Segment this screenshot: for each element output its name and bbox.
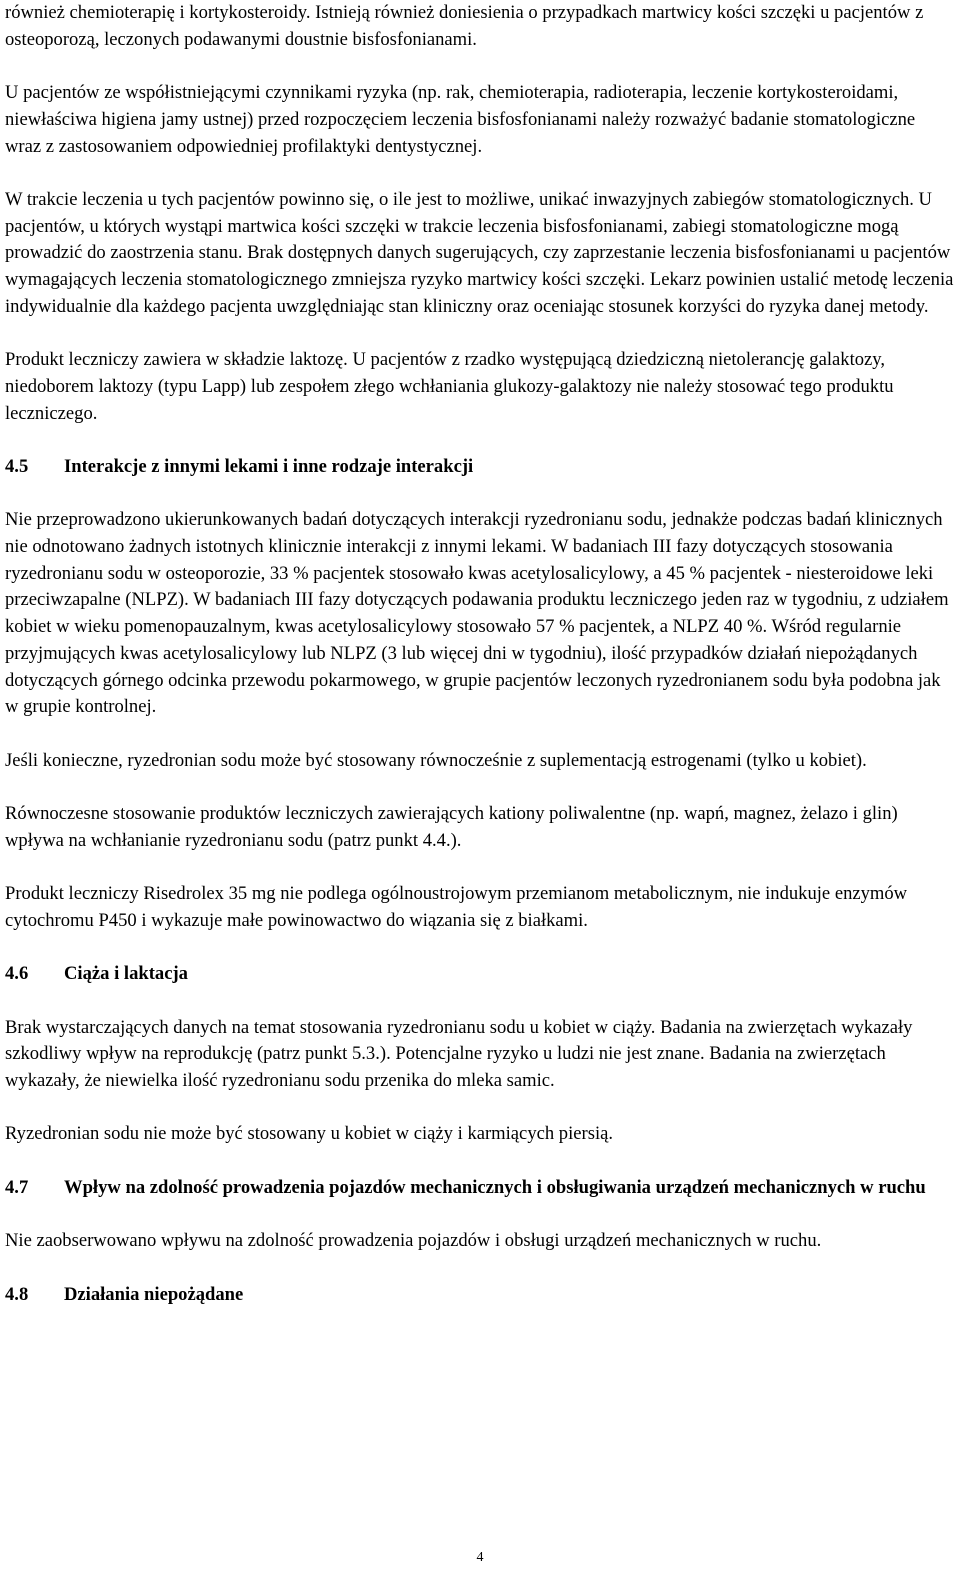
paragraph-osteonecrosis-reports: również chemioterapię i kortykosteroidy. Istnieją również doniesienia o przypadkach martwicy kości szczęki u pacjentów z osteoporozą, leczonych podawanymi doustnie bisfosfonianami. — [5, 2, 924, 50]
paragraph-pregnancy-data: Brak wystarczających danych na temat stosowania ryzedronianu sodu u kobiet w ciąży. Badania na zwierzętach wykazały szkodliwy wpływ na reprodukcję (patrz punkt 5.3.). Potencjalne ryzyko u ludzi nie jest znane. Badania na zwierzętach wykazały, że niewielka ilość ryzedronianu sodu przenika do mleka samic. — [5, 1016, 913, 1091]
section-number: 4.8 — [5, 1283, 29, 1305]
paragraph-pregnancy-contraindication: Ryzedronian sodu nie może być stosowany u kobiet w ciąży i karmiących piersią. — [5, 1123, 614, 1145]
paragraph-dental-procedures: W trakcie leczenia u tych pacjentów powinno się, o ile jest to możliwe, unikać inwazyjnych zabiegów stomatologicznych. U pacjentów, u których wystąpi martwica kości szczęki w trakcie leczenia bisfosfonianami, zabiegi stomatologiczne mogą prowadzić do zaostrzenia stanu. Brak dostępnych danych sugerujących, czy zaprzestanie leczenia bisfosfonianami u pacjentów wymagających leczenia stomatologicznego zmniejsza ryzyko martwicy kości szczęki. Lekarz powinien ustalić metodę leczenia indywidualnie dla każdego pacjenta uwzględniając stan kliniczny oraz oceniając stosunek korzyści do ryzyka danej metody. — [5, 188, 954, 317]
paragraph-driving: Nie zaobserwowano wpływu na zdolność prowadzenia pojazdów i obsługi urządzeń mechanicznych w ruchu. — [5, 1230, 822, 1252]
section-title: Wpływ na zdolność prowadzenia pojazdów mechanicznych i obsługiwania urządzeń mechanicznych w ruchu — [64, 1176, 926, 1198]
section-title: Działania niepożądane — [64, 1283, 244, 1305]
document-page — [5, 0, 955, 1308]
paragraph-estrogen: Jeśli konieczne, ryzedronian sodu może być stosowany równocześnie z suplementacją estrogenami (tylko u kobiet). — [5, 749, 867, 771]
section-number: 4.5 — [5, 455, 29, 477]
section-title: Interakcje z innymi lekami i inne rodzaje interakcji — [64, 455, 474, 477]
paragraph-lactose: Produkt leczniczy zawiera w składzie laktozę. U pacjentów z rzadko występującą dziedziczną nietolerancję galaktozy, niedoborem laktozy (typu Lapp) lub zespołem złego wchłaniania glukozy-galaktozy nie należy stosować tego produktu leczniczego. — [5, 349, 894, 424]
paragraph-interactions: Nie przeprowadzono ukierunkowanych badań dotyczących interakcji ryzedronianu sodu, jednakże podczas badań klinicznych nie odnotowano żadnych istotnych klinicznie interakcji z innymi lekami. W badaniach III fazy dotyczących stosowania ryzedronianu sodu w osteoporozie, 33 % pacjentek stosowało kwas acetylosalicylowy, a 45 % pacjentek - niesteroidowe leki przeciwzapalne (NLPZ). W badaniach III fazy dotyczących podawania produktu leczniczego jeden raz w tygodniu, z udziałem kobiet w wieku pomenopauzalnym, kwas acetylosalicylowy stosowało 57 % pacjentek, a NLPZ 40 %. Wśród regularnie przyjmujących kwas acetylosalicylowy lub NLPZ (3 lub więcej dni w tygodniu), ilość przypadków działań niepożądanych dotyczących górnego odcinka przewodu pokarmowego, w grupie pacjentów leczonych ryzedronianem sodu była podobna jak w grupie kontrolnej. — [5, 509, 949, 718]
section-number: 4.7 — [5, 1176, 29, 1198]
paragraph-polyvalent-cations: Równoczesne stosowanie produktów leczniczych zawierających kationy poliwalentne (np. wapń, magnez, żelazo i glin) wpływa na wchłanianie ryzedronianu sodu (patrz punkt 4.4.). — [5, 802, 898, 851]
section-heading-4-5 — [5, 454, 955, 481]
section-title: Ciąża i laktacja — [64, 963, 188, 985]
paragraph-metabolism: Produkt leczniczy Risedrolex 35 mg nie podlega ogólnoustrojowym przemianom metabolicznym, nie indukuje enzymów cytochromu P450 i wykazuje małe powinowactwo do wiązania się z białkami. — [5, 883, 908, 931]
section-heading-4-6 — [5, 961, 955, 988]
page-number: 4 — [476, 1550, 484, 1565]
section-number: 4.6 — [5, 963, 29, 985]
paragraph-risk-factors: U pacjentów ze współistniejącymi czynnikami ryzyka (np. rak, chemioterapia, radioterapia, leczenie kortykosteroidami, niewłaściwa higiena jamy ustnej) przed rozpoczęciem leczenia bisfosfonianami należy rozważyć badanie stomatologiczne wraz z zastosowaniem odpowiedniej profilaktyki dentystycznej. — [5, 82, 916, 157]
section-heading-4-8 — [5, 1282, 955, 1309]
section-heading-4-7 — [5, 1175, 955, 1202]
